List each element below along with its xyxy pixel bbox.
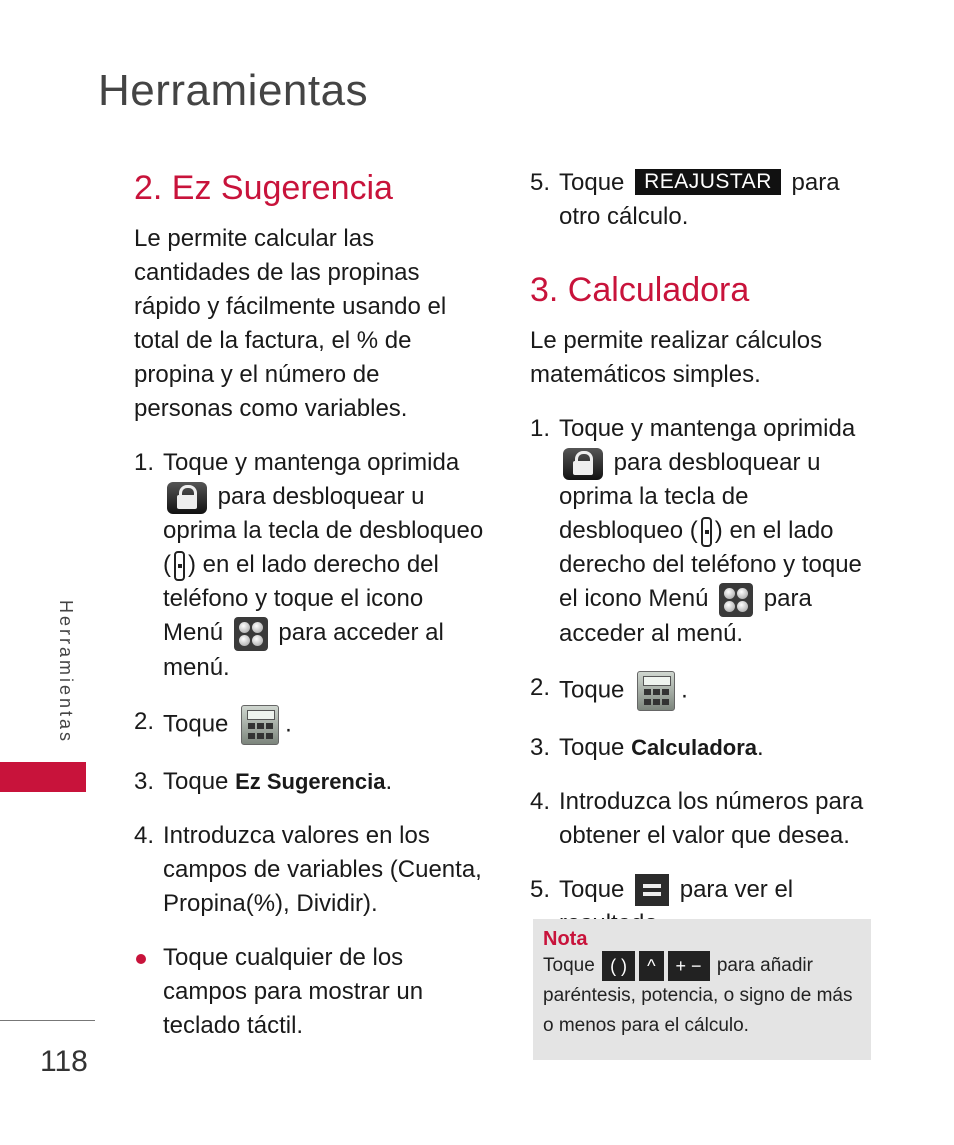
step-number: 5. [530, 169, 551, 196]
step-text: para desbloquear u oprima la tecla de desbloqueo ( [559, 449, 821, 544]
lock-icon [563, 448, 603, 480]
bullet-text: Toque cualquier de los campos para mostrar un teclado táctil. [163, 943, 424, 1039]
step-text: ) en el lado derecho del teléfono y toque el icono Menú [163, 551, 439, 646]
step-text: . [385, 767, 393, 795]
step-text: para acceder al menú. [559, 585, 812, 647]
step-text: Toque [163, 767, 229, 795]
step-text: Toque y mantenga oprimida [163, 449, 460, 476]
note-text [543, 951, 861, 1041]
section-heading-ez-sugerencia: 2. Ez Sugerencia [134, 169, 393, 207]
step-number: 2. [530, 673, 551, 701]
bullet-dot-icon [136, 954, 146, 964]
step-text: Toque [559, 733, 625, 761]
step-text: . [285, 710, 292, 737]
page-number: 118 [40, 1045, 88, 1078]
step-1 [530, 412, 875, 651]
step-text: para ver el [679, 875, 794, 903]
section-intro: Le permite calcular las cantidades de las propinas rápido y fácilmente usando el total de la factura, el % de propina y el número de personas como variables. [134, 225, 447, 422]
menu-icon [234, 617, 268, 651]
step-text: para otro cálculo. [559, 169, 840, 230]
page-title: Herramientas [98, 66, 369, 115]
step-4 [530, 785, 875, 853]
step-number: 3. [134, 767, 155, 795]
lock-icon [167, 482, 207, 514]
step-number: 4. [134, 821, 155, 849]
step-2 [530, 671, 875, 711]
note-title: Nota [543, 928, 588, 950]
step-text: Toque [559, 169, 625, 196]
calculator-icon [241, 705, 279, 745]
step-text: para desbloquear u oprima la tecla de desbloqueo ( [163, 483, 484, 578]
step-text: para acceder al menú. [163, 619, 444, 681]
step-text: . [757, 733, 764, 761]
note-text-suffix: para añadir paréntesis, potencia, o signo de más o menos para el cálculo. [543, 955, 853, 1037]
step-text: Toque [559, 875, 625, 903]
step-number: 3. [530, 733, 551, 761]
menu-option-name: Ez Sugerencia [235, 768, 386, 794]
step-number: 5. [530, 875, 551, 903]
step-3 [530, 731, 875, 765]
right-column [530, 166, 875, 961]
step-text: Toque y mantenga oprimida [559, 415, 856, 442]
step-number: 1. [134, 449, 155, 476]
step-number: 1. [530, 415, 551, 442]
step-1 [134, 446, 484, 685]
footer-divider [0, 1020, 95, 1021]
step-text: Toque [559, 676, 625, 703]
reset-button: REAJUSTAR [635, 169, 781, 195]
side-tab [48, 600, 78, 760]
parenthesis-key: ( ) [602, 951, 635, 981]
side-tab-marker [0, 762, 86, 792]
step-text: Introduzca valores en los campos de variables (Cuenta, Propina(%), Dividir). [163, 821, 482, 917]
bullet-item [134, 941, 484, 1043]
menu-icon [719, 583, 753, 617]
note-box [533, 919, 871, 1060]
step-text: Introduzca los números para obtener el valor que desea. [559, 787, 864, 849]
section-heading-calculadora: 3. Calculadora [530, 271, 750, 309]
step-text: ) en el lado derecho del teléfono y toque el icono Menú [559, 517, 862, 612]
equals-icon [635, 874, 669, 906]
power-key: ^ [639, 951, 663, 981]
side-tab-label: Herramientas [56, 600, 76, 745]
step-number: 4. [530, 787, 551, 815]
step-number: 2. [134, 707, 155, 735]
step-2 [134, 705, 484, 745]
plus-minus-key: + − [668, 951, 710, 981]
calculator-icon [637, 671, 675, 711]
step-3 [134, 765, 484, 799]
step-text: . [681, 676, 688, 703]
step-text: Toque [163, 710, 229, 737]
unlock-key-icon [174, 551, 185, 581]
section-intro: Le permite realizar cálculos matemáticos simples. [530, 327, 823, 388]
note-text-prefix: Toque [543, 955, 595, 977]
unlock-key-icon [701, 517, 712, 547]
menu-option-name: Calculadora [631, 734, 757, 760]
left-column [134, 166, 484, 1063]
step-5 [530, 166, 875, 234]
step-4 [134, 819, 484, 921]
